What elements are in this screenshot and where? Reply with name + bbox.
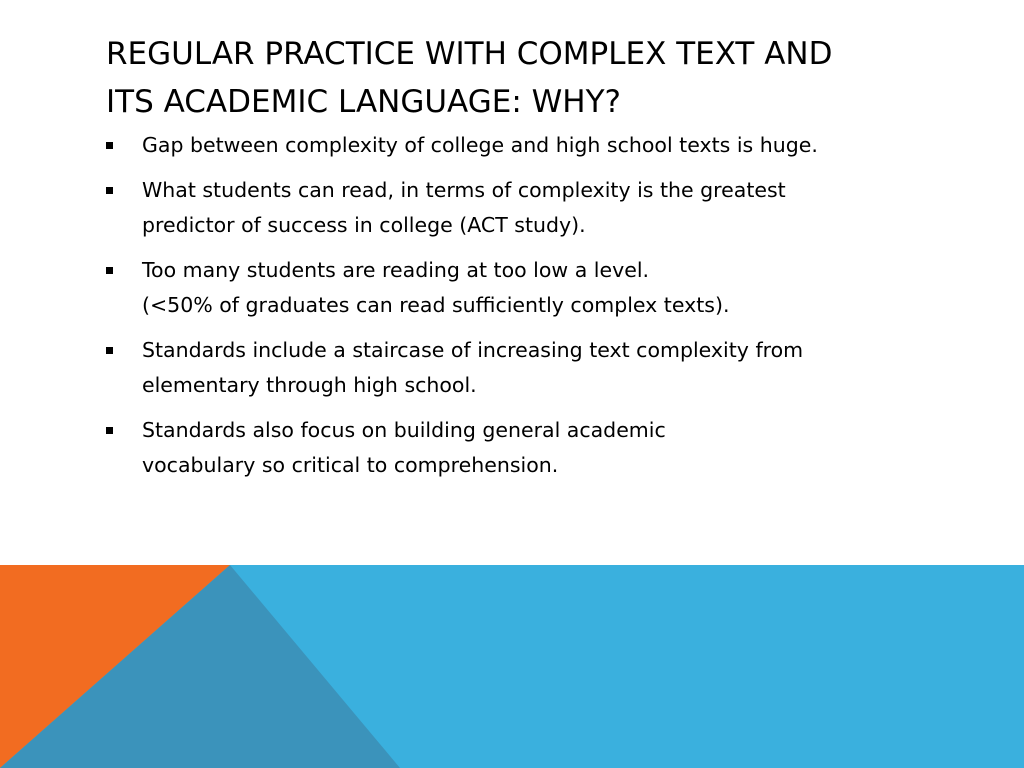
bullet-text: Standards also focus on building general academic: [142, 418, 666, 442]
square-bullet-icon: [106, 347, 113, 354]
slide-title: [106, 30, 946, 126]
slide-title-line-1: REGULAR PRACTICE WITH COMPLEX TEXT AND: [106, 36, 833, 72]
bullet-item: [106, 128, 946, 163]
bullet-text: Too many students are reading at too low a level.: [142, 258, 650, 282]
bullet-text: vocabulary so critical to comprehension.: [142, 453, 559, 477]
decorative-footer-band: [0, 565, 1024, 768]
bullet-item: [106, 173, 946, 243]
square-bullet-icon: [106, 142, 113, 149]
bullet-text: elementary through high school.: [142, 373, 477, 397]
bullet-text: Gap between complexity of college and high school texts is huge.: [142, 133, 818, 157]
square-bullet-icon: [106, 187, 113, 194]
bullet-text: What students can read, in terms of complexity is the greatest: [142, 178, 786, 202]
bullet-text: Standards include a staircase of increasing text complexity from: [142, 338, 804, 362]
bullet-list: [106, 128, 946, 493]
bullet-text: (<50% of graduates can read sufficiently complex texts).: [142, 293, 730, 317]
slide-title-line-2: ITS ACADEMIC LANGUAGE: WHY?: [106, 84, 621, 120]
bullet-item: [106, 413, 946, 483]
bullet-text: predictor of success in college (ACT study).: [142, 213, 586, 237]
bullet-item: [106, 333, 946, 403]
square-bullet-icon: [106, 427, 113, 434]
square-bullet-icon: [106, 267, 113, 274]
bullet-item: [106, 253, 946, 323]
